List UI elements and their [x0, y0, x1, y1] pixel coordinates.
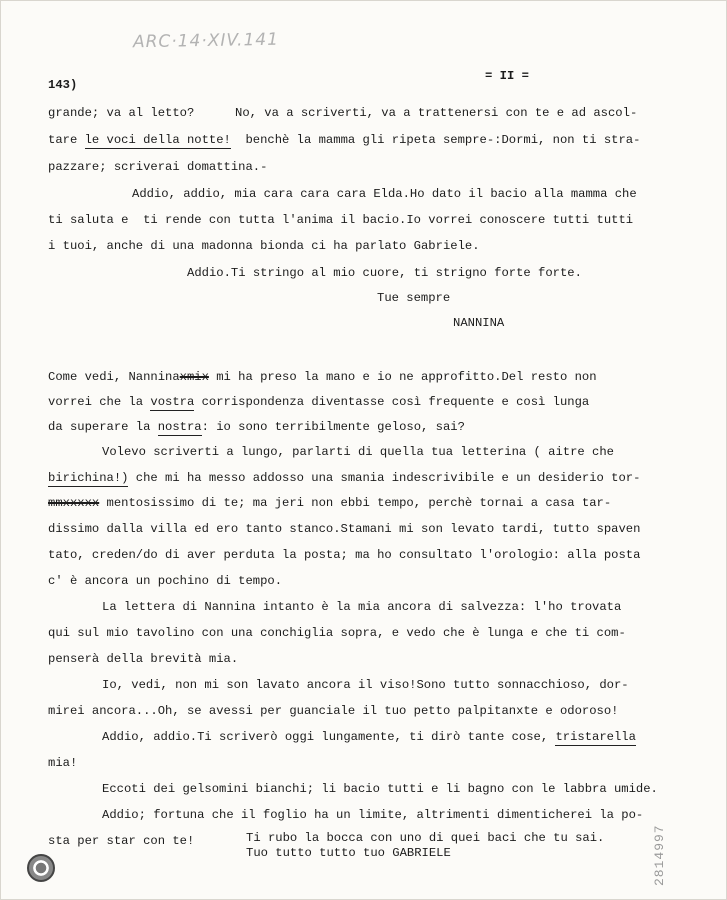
text-line-2	[48, 132, 640, 149]
text-fragment: sta per star con te!	[48, 834, 195, 848]
text-line-14	[48, 470, 640, 487]
text-line-17	[48, 547, 640, 564]
text-fragment: Come vedi, Nannina	[48, 370, 180, 384]
text-fragment: da superare la	[48, 420, 158, 434]
text-line-21	[48, 651, 238, 668]
text-fragment: i tuoi, anche di una madonna bionda ci ha parlato Gabriele.	[48, 239, 480, 253]
text-fragment: ti saluta e ti rende con tutta l'anima il bacio.Io vorrei conoscere tutti tutti	[48, 213, 634, 227]
text-fragment: Io, vedi, non mi son lavato ancora il viso!Sono tutto sonnacchioso, dor-	[102, 678, 629, 692]
text-fragment: Ti rubo la bocca con uno di quei baci che tu sai.	[246, 831, 605, 845]
text-fragment: vorrei che la	[48, 395, 151, 409]
text-line-7	[187, 265, 582, 282]
text-fragment: Addio, addio.Ti scriverò oggi lungamente, ti dirò tante cose,	[102, 730, 556, 744]
underlined-word: nostra	[157, 420, 202, 434]
text-fragment: mi ha preso la mano e io ne approfitto.Del resto non	[208, 370, 597, 384]
text-fragment: benchè la mamma gli ripeta sempre-:Dormi, non ti stra-	[230, 133, 641, 147]
text-fragment: mentosissimo di te; ma jeri non ebbi tempo, perchè tornai a casa tar-	[99, 496, 612, 510]
text-line-10	[48, 369, 597, 386]
struck-out-text: xmix	[179, 370, 209, 384]
underlined-phrase: birichina!)	[48, 471, 129, 485]
text-fragment: Tue sempre	[377, 291, 451, 305]
text-line-22	[102, 677, 629, 694]
page-number: = II =	[485, 69, 529, 83]
text-line-19	[102, 599, 621, 616]
text-line-6	[48, 238, 480, 255]
text-line-11	[48, 394, 589, 411]
text-line-26	[102, 781, 658, 798]
text-fragment: Addio, addio, mia cara cara cara Elda.Ho dato il bacio alla mamma che	[132, 187, 637, 201]
text-fragment: grande; va al letto?	[48, 106, 195, 120]
text-fragment: Volevo scriverti a lungo, parlarti di quella tua letterina ( aitre che	[102, 445, 614, 459]
text-line-24	[102, 729, 636, 746]
underlined-word: tristarella	[555, 730, 636, 744]
text-line-1	[48, 105, 194, 122]
text-fragment: c' è ancora un pochino di tempo.	[48, 574, 283, 588]
closing-line	[377, 290, 450, 307]
text-line-20	[48, 625, 626, 642]
text-line-1b	[235, 105, 637, 122]
text-fragment: penserà della brevità mia.	[48, 652, 239, 666]
archive-shelfmark-pencil: ARC·14·XIV.141	[132, 29, 280, 53]
text-fragment: Tuo tutto tutto tuo GABRIELE	[246, 846, 451, 860]
text-line-23	[48, 703, 618, 720]
text-fragment: tato, creden/do di aver perduta la posta; ma ho consultato l'orologio: alla posta	[48, 548, 641, 562]
text-fragment: Addio.Ti stringo al mio cuore, ti strigno forte forte.	[187, 266, 582, 280]
text-fragment: : io sono terribilmente geloso, sai?	[201, 420, 465, 434]
text-fragment: Addio; fortuna che il foglio ha un limite, altrimenti dimenticherei la po-	[102, 808, 644, 822]
text-line-12	[48, 419, 465, 436]
text-line-27	[102, 807, 643, 824]
text-fragment: dissimo dalla villa ed ero tanto stanco.Stamani mi son levato tardi, tutto spaven	[48, 522, 641, 536]
text-fragment: NANNINA	[453, 316, 505, 330]
text-line-13	[102, 444, 614, 461]
text-fragment: pazzare; scriverai domattina.-	[48, 160, 268, 174]
underlined-word: vostra	[150, 395, 195, 409]
underlined-phrase: le voci della notte!	[84, 133, 231, 147]
text-fragment: No, va a scriverti, va a trattenersi con te e ad ascol-	[235, 106, 638, 120]
text-line-3	[48, 159, 267, 176]
text-fragment: tare	[48, 133, 85, 147]
text-fragment: mia!	[48, 756, 78, 770]
text-line-16	[48, 521, 640, 538]
text-line-18	[48, 573, 282, 590]
text-fragment: La lettera di Nannina intanto è la mia ancora di salvezza: l'ho trovata	[102, 600, 622, 614]
text-line-25	[48, 755, 77, 772]
text-fragment: che mi ha messo addosso una smania indescrivibile e un desiderio tor-	[128, 471, 641, 485]
text-line-15	[48, 495, 611, 512]
text-line-4	[132, 186, 637, 203]
struck-out-text: mmxxxxx	[48, 496, 100, 510]
signature-nannina	[453, 315, 504, 332]
text-line-5	[48, 212, 633, 229]
archive-stamp-icon	[27, 854, 55, 882]
text-fragment: corrispondenza diventasse così frequente e così lunga	[194, 395, 590, 409]
signature-gabriele	[246, 845, 451, 862]
text-fragment: mirei ancora...Oh, se avessi per guanciale il tuo petto palpitanxte e odoroso!	[48, 704, 619, 718]
folio-number: 143)	[48, 78, 78, 92]
text-fragment: qui sul mio tavolino con una conchiglia sopra, e vedo che è lunga e che ti com-	[48, 626, 626, 640]
text-fragment: Eccoti dei gelsomini bianchi; li bacio tutti e li bagno con le labbra umide.	[102, 782, 658, 796]
text-line-28	[48, 833, 194, 850]
archive-number: 2814997	[652, 824, 667, 886]
